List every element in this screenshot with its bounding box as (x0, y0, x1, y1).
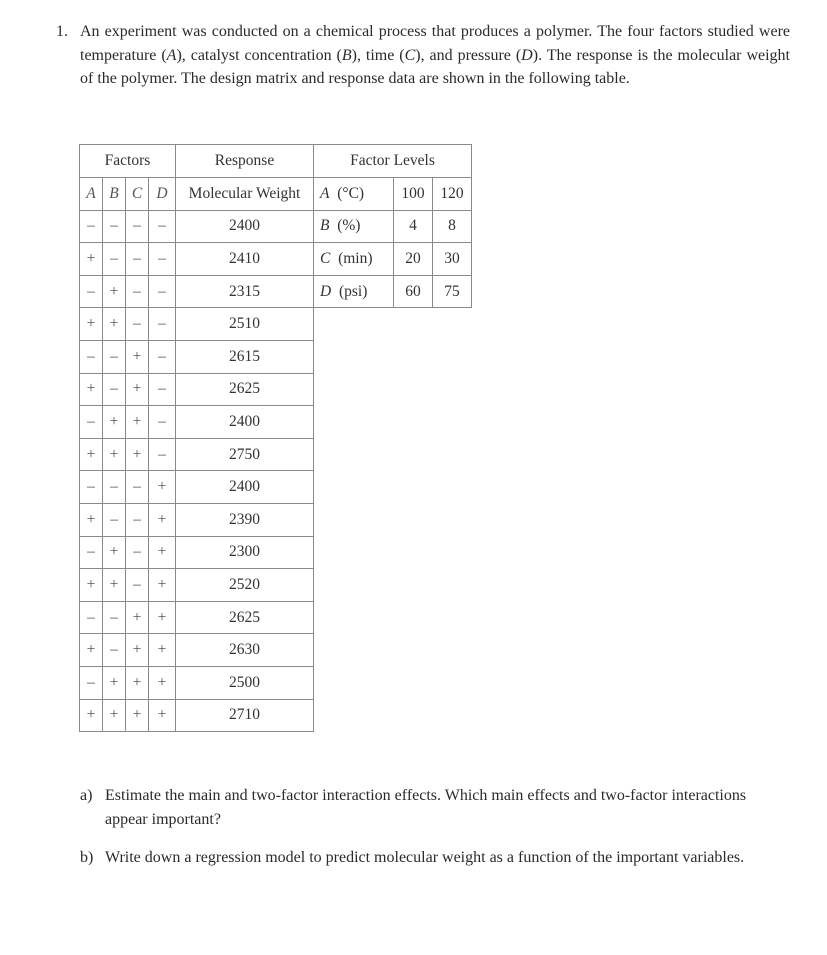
factor-levels-header: Factor Levels (314, 145, 472, 178)
empty-cell (314, 471, 472, 504)
empty-cell (314, 699, 472, 732)
level-low: 60 (394, 275, 433, 308)
table-row (80, 569, 472, 602)
sign-c: + (126, 406, 149, 439)
empty-cell (314, 406, 472, 439)
sign-c: + (126, 438, 149, 471)
question-parts (80, 784, 790, 885)
table-row (80, 471, 472, 504)
sign-c: – (126, 210, 149, 243)
empty-cell (314, 666, 472, 699)
sign-d: – (149, 438, 176, 471)
empty-cell (314, 373, 472, 406)
empty-cell (314, 503, 472, 536)
sign-d: + (149, 536, 176, 569)
sign-a: + (80, 373, 103, 406)
sign-a: + (80, 699, 103, 732)
problem-text: An experiment was conducted on a chemical process that produces a polymer. The four factors studied were temperature (A), catalyst concentration (B), time (C), and pressure (D). The response is the molecular weight of the polymer. The design matrix and response data are shown in the following table. (80, 23, 790, 87)
sign-b: + (103, 536, 126, 569)
sign-b: – (103, 471, 126, 504)
table-row (80, 634, 472, 667)
sign-c: + (126, 340, 149, 373)
empty-cell (314, 340, 472, 373)
response-value: 2315 (176, 275, 314, 308)
level-high: 120 (433, 178, 472, 211)
sign-a: – (80, 536, 103, 569)
table-row (80, 340, 472, 373)
sign-c: – (126, 569, 149, 602)
sign-a: – (80, 471, 103, 504)
sign-b: – (103, 634, 126, 667)
part-text: Estimate the main and two-factor interaction effects. Which main effects and two-factor interactions appear important? (105, 787, 747, 828)
empty-cell (314, 634, 472, 667)
sign-b: – (103, 373, 126, 406)
response-value: 2400 (176, 471, 314, 504)
level-name: B (%) (314, 210, 394, 243)
factor-label-b: B (103, 178, 126, 211)
part-label: b) (80, 849, 94, 866)
sign-c: – (126, 503, 149, 536)
sign-d: + (149, 666, 176, 699)
table-row (80, 438, 472, 471)
sign-c: – (126, 536, 149, 569)
sign-d: + (149, 601, 176, 634)
factor-label-a: A (80, 178, 103, 211)
empty-cell (314, 308, 472, 341)
sign-c: – (126, 243, 149, 276)
sign-b: – (103, 340, 126, 373)
sign-b: – (103, 601, 126, 634)
table-row (80, 666, 472, 699)
sign-d: + (149, 634, 176, 667)
sign-a: – (80, 666, 103, 699)
table-row (80, 373, 472, 406)
level-high: 30 (433, 243, 472, 276)
sign-a: – (80, 275, 103, 308)
response-value: 2400 (176, 406, 314, 439)
sign-a: – (80, 340, 103, 373)
sign-c: + (126, 666, 149, 699)
sign-a: + (80, 503, 103, 536)
sign-a: – (80, 210, 103, 243)
sign-a: + (80, 634, 103, 667)
factor-label-d: D (149, 178, 176, 211)
header-row-1 (80, 145, 472, 178)
sign-a: + (80, 243, 103, 276)
sign-c: – (126, 275, 149, 308)
response-value: 2615 (176, 340, 314, 373)
sign-b: – (103, 243, 126, 276)
sign-b: + (103, 666, 126, 699)
empty-cell (314, 438, 472, 471)
sign-a: + (80, 308, 103, 341)
response-value: 2710 (176, 699, 314, 732)
sign-a: + (80, 438, 103, 471)
sign-c: + (126, 601, 149, 634)
sign-b: + (103, 569, 126, 602)
sign-c: + (126, 373, 149, 406)
table-row (80, 275, 472, 308)
sign-b: + (103, 438, 126, 471)
table-row (80, 308, 472, 341)
response-value: 2510 (176, 308, 314, 341)
sign-d: + (149, 699, 176, 732)
response-header: Response (176, 145, 314, 178)
part-text: Write down a regression model to predict molecular weight as a function of the important variables. (105, 849, 745, 866)
sign-d: – (149, 406, 176, 439)
part-b (80, 846, 790, 870)
problem-number: 1. (56, 23, 68, 40)
table-row (80, 243, 472, 276)
sign-a: – (80, 406, 103, 439)
empty-cell (314, 569, 472, 602)
level-high: 8 (433, 210, 472, 243)
level-high: 75 (433, 275, 472, 308)
sign-d: – (149, 210, 176, 243)
table-row (80, 699, 472, 732)
response-value: 2500 (176, 666, 314, 699)
sign-d: + (149, 503, 176, 536)
part-a (80, 784, 790, 831)
sign-b: – (103, 503, 126, 536)
sign-d: + (149, 471, 176, 504)
sign-c: – (126, 308, 149, 341)
response-value: 2520 (176, 569, 314, 602)
problem-statement (56, 20, 790, 91)
empty-cell (314, 536, 472, 569)
sign-b: – (103, 210, 126, 243)
sign-d: – (149, 308, 176, 341)
sign-b: + (103, 275, 126, 308)
sign-c: + (126, 634, 149, 667)
level-name: A (°C) (314, 178, 394, 211)
sign-b: + (103, 406, 126, 439)
table-row (80, 406, 472, 439)
table-row (80, 536, 472, 569)
level-low: 20 (394, 243, 433, 276)
header-row-2 (80, 178, 472, 211)
factor-label-c: C (126, 178, 149, 211)
table-row (80, 210, 472, 243)
factors-header: Factors (80, 145, 176, 178)
empty-cell (314, 601, 472, 634)
sign-b: + (103, 308, 126, 341)
response-value: 2625 (176, 601, 314, 634)
sign-d: – (149, 340, 176, 373)
sign-d: – (149, 243, 176, 276)
sign-b: + (103, 699, 126, 732)
sign-d: – (149, 373, 176, 406)
sign-d: – (149, 275, 176, 308)
level-low: 4 (394, 210, 433, 243)
response-value: 2750 (176, 438, 314, 471)
sign-c: + (126, 699, 149, 732)
sign-a: – (80, 601, 103, 634)
table-row (80, 601, 472, 634)
response-value: 2625 (176, 373, 314, 406)
response-value: 2410 (176, 243, 314, 276)
sign-d: + (149, 569, 176, 602)
response-value: 2630 (176, 634, 314, 667)
level-name: D (psi) (314, 275, 394, 308)
response-value: 2300 (176, 536, 314, 569)
part-label: a) (80, 787, 93, 804)
response-value: 2400 (176, 210, 314, 243)
response-value: 2390 (176, 503, 314, 536)
table-row (80, 503, 472, 536)
sign-a: + (80, 569, 103, 602)
design-matrix-table (79, 144, 472, 732)
level-low: 100 (394, 178, 433, 211)
sign-c: – (126, 471, 149, 504)
response-label: Molecular Weight (176, 178, 314, 211)
level-name: C (min) (314, 243, 394, 276)
